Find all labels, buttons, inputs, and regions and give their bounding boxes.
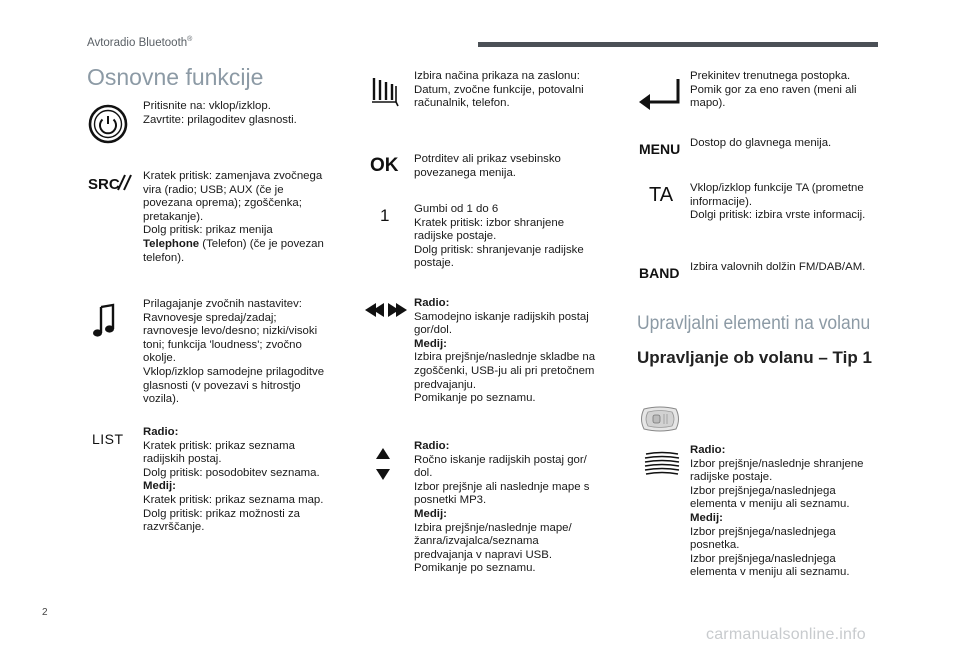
text-line: informacije).	[690, 195, 753, 208]
text-line: ravnovesje levo/desno; nizki/visoki	[143, 325, 318, 338]
media-label: Medij:	[690, 511, 723, 524]
text-line: postaje.	[414, 257, 454, 270]
media-label: Medij:	[414, 337, 447, 350]
menu-description	[690, 137, 890, 151]
text-line: telefon).	[143, 251, 185, 264]
band-description	[690, 261, 890, 275]
src-knob-icon	[116, 172, 132, 192]
text-line: mapo).	[690, 97, 726, 110]
src-label: SRC	[88, 176, 120, 193]
text-line: povezanega menija.	[414, 166, 516, 179]
text-line	[414, 508, 619, 522]
text-line: Vklop/izklop funkcije TA (prometne	[690, 182, 864, 194]
text-line: Pritisnite na: vklop/izklop.	[143, 100, 271, 112]
text-line: Izbira valovnih dolžin FM/DAB/AM.	[690, 261, 866, 273]
text-line	[414, 440, 619, 454]
radio-label: Radio:	[690, 444, 726, 456]
text-line	[414, 338, 619, 352]
text-line: Pomikanje po seznamu.	[414, 392, 536, 405]
running-header-title: Avtoradio Bluetooth	[87, 36, 188, 49]
up-down-arrows-icon	[375, 446, 391, 482]
text-line: posnetki MP3.	[414, 494, 487, 507]
menu-button-label: MENU	[639, 141, 681, 157]
text-line: pretakanje).	[143, 210, 204, 223]
text-line: Dolg pritisk: shranjevanje radijske	[414, 243, 584, 256]
text-line: Dolgi pritisk: izbira vrste informacij.	[690, 209, 866, 222]
preset-button-label: 1	[380, 206, 390, 225]
running-header	[87, 36, 192, 49]
thumbwheel-description	[690, 444, 895, 580]
text-line: elementa v meniju ali seznamu.	[690, 498, 850, 511]
text-line	[143, 426, 348, 440]
watermark: carmanualsonline.info	[706, 626, 866, 643]
text-line: Izbor prejšnjega/naslednjega	[690, 525, 836, 538]
section-title-steering-controls: Upravljalni elementi na volanu	[637, 313, 871, 334]
text-line: okolje.	[143, 352, 176, 365]
power-description	[143, 100, 343, 127]
radio-label: Radio:	[414, 440, 450, 452]
text-line: predvajanja v napravi USB.	[414, 548, 553, 561]
text-line: Izbor prejšnjega/naslednjega	[690, 552, 836, 565]
display-description	[414, 70, 614, 111]
text-line: dol.	[414, 467, 433, 480]
text-line: Izbor prejšnje/naslednje shranjene	[690, 457, 864, 470]
text-line: Dolg pritisk: posodobitev seznama.	[143, 466, 320, 479]
text-line: Kratek pritisk: prikaz seznama map.	[143, 493, 324, 506]
src-description	[143, 170, 343, 265]
text-line: vozila).	[143, 393, 180, 406]
text-line	[143, 480, 348, 494]
text-line: Pomik gor za eno raven (meni ali	[690, 83, 857, 96]
text-line	[414, 297, 619, 311]
text-line: zgoščenki, USB-ju ali pri pretočnem	[414, 364, 595, 377]
text-line: Izbor prejšnjega/naslednjega	[690, 484, 836, 497]
text-line: Izbira prejšnje/naslednje mape/	[414, 521, 572, 534]
back-arrow-icon	[638, 76, 684, 110]
registered-mark: ®	[187, 36, 193, 43]
text-line: Dolg pritisk: prikaz menija	[143, 224, 273, 237]
updown-description	[414, 440, 619, 576]
text-fragment: (Telefon) (če je povezan	[199, 237, 324, 250]
power-knob-icon	[88, 104, 128, 144]
text-line: radijske postaje.	[690, 471, 773, 484]
back-description	[690, 70, 890, 111]
text-line: Vklop/izklop samodejne prilagoditve	[143, 365, 325, 378]
text-line: razvrščanje.	[143, 521, 205, 534]
text-line: Zavrtite: prilagoditev glasnosti.	[143, 113, 297, 126]
subsection-title: Upravljanje ob volanu – Tip 1	[637, 348, 872, 367]
seek-left-right-icon	[365, 300, 407, 320]
src-button-label	[88, 176, 120, 193]
text-line: Izbira prejšnje/naslednje skladbe na	[414, 351, 596, 364]
text-line: povezana oprema); zgoščenka;	[143, 197, 302, 210]
list-description	[143, 426, 348, 535]
text-line	[690, 444, 895, 458]
ok-button-label: OK	[370, 155, 399, 176]
text-line: Kratek pritisk: zamenjava zvočnega	[143, 170, 323, 182]
text-line: Dostop do glavnega menija.	[690, 137, 832, 149]
text-line: Izbira načina prikaza na zaslonu:	[414, 70, 580, 82]
radio-label: Radio:	[414, 297, 450, 309]
text-line: Izbor prejšnje ali naslednje mape s	[414, 480, 590, 493]
text-line: Ravnovesje spredaj/zadaj;	[143, 311, 277, 324]
text-line: vira (radio; USB; AUX (če je	[143, 183, 284, 196]
seek-description	[414, 297, 619, 406]
steering-control-stalk-icon	[638, 405, 682, 433]
thumbwheel-icon	[643, 451, 681, 475]
text-line: radijskih postaj.	[143, 453, 222, 466]
radio-label: Radio:	[143, 426, 179, 438]
text-line	[690, 512, 895, 526]
band-button-label: BAND	[639, 265, 680, 281]
text-line: glasnosti (v povezavi s hitrostjo	[143, 379, 301, 392]
text-line: Kratek pritisk: izbor shranjene	[414, 216, 565, 229]
text-line: predvajanju.	[414, 378, 477, 391]
text-line: radijske postaje.	[414, 230, 497, 243]
presets-description	[414, 203, 614, 271]
text-line: Gumbi od 1 do 6	[414, 203, 499, 215]
text-line: Prekinitev trenutnega postopka.	[690, 70, 851, 82]
header-bar	[478, 42, 878, 47]
audio-description	[143, 298, 348, 407]
text-line: Datum, zvočne funkcije, potovalni	[414, 83, 584, 96]
text-line: posnetka.	[690, 539, 740, 552]
display-mode-icon	[370, 74, 400, 108]
music-note-icon	[92, 303, 116, 339]
text-line: Prilagajanje zvočnih nastavitev:	[143, 298, 302, 310]
page-number: 2	[42, 607, 48, 618]
text-line: Kratek pritisk: prikaz seznama	[143, 439, 295, 452]
bold-term: Telephone	[143, 237, 200, 250]
list-button-label: LIST	[92, 431, 124, 447]
text-line: Potrditev ali prikaz vsebinsko	[414, 153, 561, 165]
section-title-basic-functions: Osnovne funkcije	[87, 64, 264, 90]
media-label: Medij:	[143, 480, 176, 493]
text-line: Samodejno iskanje radijskih postaj	[414, 310, 589, 323]
text-line: elementa v meniju ali seznamu.	[690, 566, 850, 579]
ok-description	[414, 153, 614, 180]
ta-button-label: TA	[649, 184, 674, 206]
text-line: toni; funkcija 'loudness'; zvočno	[143, 338, 302, 351]
text-line: žanra/izvajalca/seznama	[414, 535, 539, 548]
ta-description	[690, 182, 900, 223]
media-label: Medij:	[414, 507, 447, 520]
text-line: Dolg pritisk: prikaz možnosti za	[143, 507, 300, 520]
text-line: Pomikanje po seznamu.	[414, 562, 536, 575]
text-line: gor/dol.	[414, 324, 452, 337]
text-line: računalnik, telefon.	[414, 97, 510, 110]
text-line: Ročno iskanje radijskih postaj gor/	[414, 453, 587, 466]
text-line	[143, 238, 343, 252]
